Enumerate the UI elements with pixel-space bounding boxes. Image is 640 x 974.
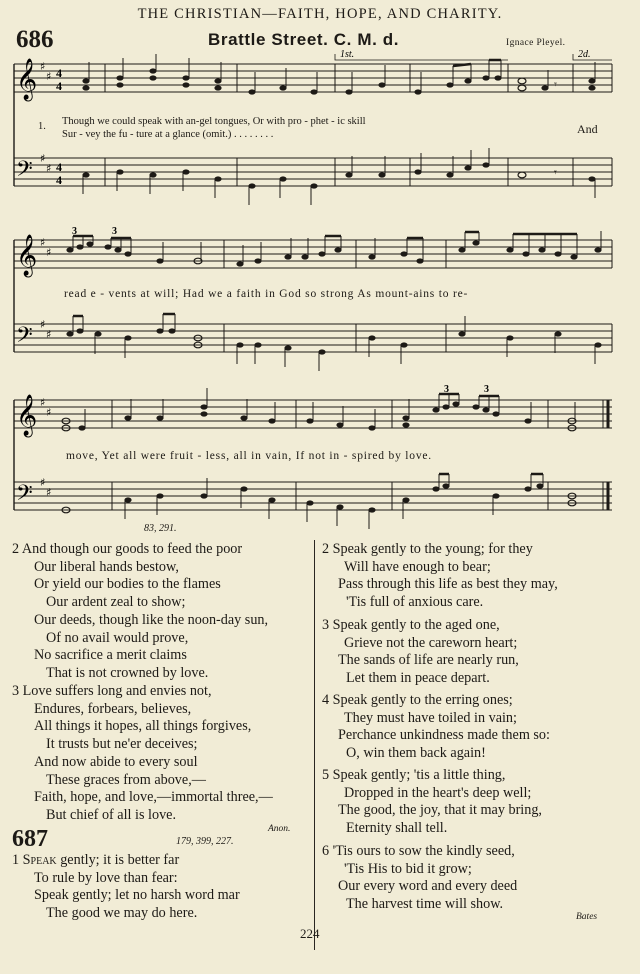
hymn-number-686: 686 — [16, 26, 54, 53]
svg-text:𝄞: 𝄞 — [16, 235, 38, 276]
author-687: Bates — [576, 912, 598, 922]
svg-text:𝄾: 𝄾 — [554, 166, 557, 179]
page-header: THE CHRISTIAN—FAITH, HOPE, AND CHARITY. — [137, 6, 503, 22]
svg-text:♯: ♯ — [46, 70, 52, 83]
tune-name: Brattle Street. C. M. d. — [208, 30, 400, 49]
lyrics-and: And — [577, 122, 598, 136]
related-hymns-687: 179, 399, 227. — [176, 836, 234, 847]
svg-text:♯: ♯ — [40, 396, 46, 409]
lyrics-line-2: read e - vents at will; Had we a faith in God so strong As mount-ains to re- — [64, 288, 469, 300]
verse-2-686: 2 And though our goods to feed the poor Our liberal hands bestow, Or yield our bodies to the flames Our ardent zeal to show; Our deeds, though like the noon-day sun, Of no avail would prove, No sacrifice a merit claims That is not crowned by love. — [12, 541, 269, 681]
hymn-number-687: 687 — [12, 826, 48, 852]
related-hymns-686: 83, 291. — [144, 523, 177, 534]
svg-text:♯: ♯ — [40, 476, 46, 489]
verse-4-687: 4 Speak gently to the erring ones; They must have toiled in vain; Perchance unkindness made them so: O, win them back again! — [322, 692, 550, 762]
column-divider — [314, 540, 315, 950]
svg-text:♯: ♯ — [46, 328, 52, 341]
svg-text:4: 4 — [56, 173, 62, 187]
svg-text:♯: ♯ — [46, 162, 52, 175]
svg-text:𝄢: 𝄢 — [16, 323, 33, 353]
svg-text:3: 3 — [484, 384, 489, 395]
svg-text:3: 3 — [72, 226, 77, 237]
verse-6-687: 6 'Tis ours to sow the kindly seed, 'Tis His to bid it grow; Our every word and every deed The harvest time will show. — [322, 843, 518, 913]
svg-text:𝄾: 𝄾 — [554, 78, 557, 91]
svg-text:𝄢: 𝄢 — [16, 481, 33, 511]
svg-text:♯: ♯ — [40, 152, 46, 165]
svg-text:♯: ♯ — [46, 486, 52, 499]
verse-3-687: 3 Speak gently to the aged one, Grieve not the careworn heart; The sands of life are nearly run, Let them in peace depart. — [322, 617, 519, 687]
svg-text:𝄞: 𝄞 — [16, 59, 38, 100]
author-686: Anon. — [268, 824, 291, 834]
verse-3-686: 3 Love suffers long and envies not, Endures, forbears, believes, All things it hopes, all things forgives, It trusts but ne'er deceives; And now abide to every soul These graces from above,— Faith, hope, and love,—immortal three,— But chief of all is love. — [12, 683, 273, 823]
svg-text:2d.: 2d. — [578, 49, 591, 60]
composer: Ignace Pleyel. — [506, 38, 566, 48]
svg-text:4: 4 — [56, 79, 62, 93]
lyrics-line-1b: Sur - vey the fu - ture at a glance (omit.) . . . . . . . . — [62, 129, 274, 140]
svg-text:♯: ♯ — [46, 406, 52, 419]
svg-text:1st.: 1st. — [340, 49, 355, 60]
music-system-2 — [0, 226, 640, 376]
verse-5-687: 5 Speak gently; 'tis a little thing, Dropped in the heart's deep well; The good, the joy, that it may bring, Eternity shall tell. — [322, 767, 542, 837]
svg-text:4: 4 — [56, 160, 62, 174]
svg-text:3: 3 — [444, 384, 449, 395]
svg-text:♯: ♯ — [40, 60, 46, 73]
svg-text:♯: ♯ — [46, 246, 52, 259]
lyrics-line-1a: Though we could speak with an-gel tongues, Or with pro - phet - ic skill — [62, 116, 366, 127]
svg-text:𝄢: 𝄢 — [16, 157, 33, 187]
svg-text:𝄞: 𝄞 — [16, 395, 38, 436]
svg-text:3: 3 — [112, 226, 117, 237]
verse-number-1: 1. — [38, 121, 46, 132]
svg-text:4: 4 — [56, 66, 62, 80]
verse-1-687: 1 Speak gently; it is better far To rule by love than fear: Speak gently; let no harsh word mar The good we may do here. — [12, 852, 240, 922]
svg-text:♯: ♯ — [40, 318, 46, 331]
page-number: 224 — [300, 926, 320, 941]
verse-2-687: 2 Speak gently to the young; for they Will have enough to bear; Pass through this life as best they may, 'Tis full of anxious care. — [322, 541, 558, 611]
svg-text:♯: ♯ — [40, 236, 46, 249]
lyrics-line-3: move, Yet all were fruit - less, all in vain, If not in - spired by love. — [66, 450, 432, 462]
